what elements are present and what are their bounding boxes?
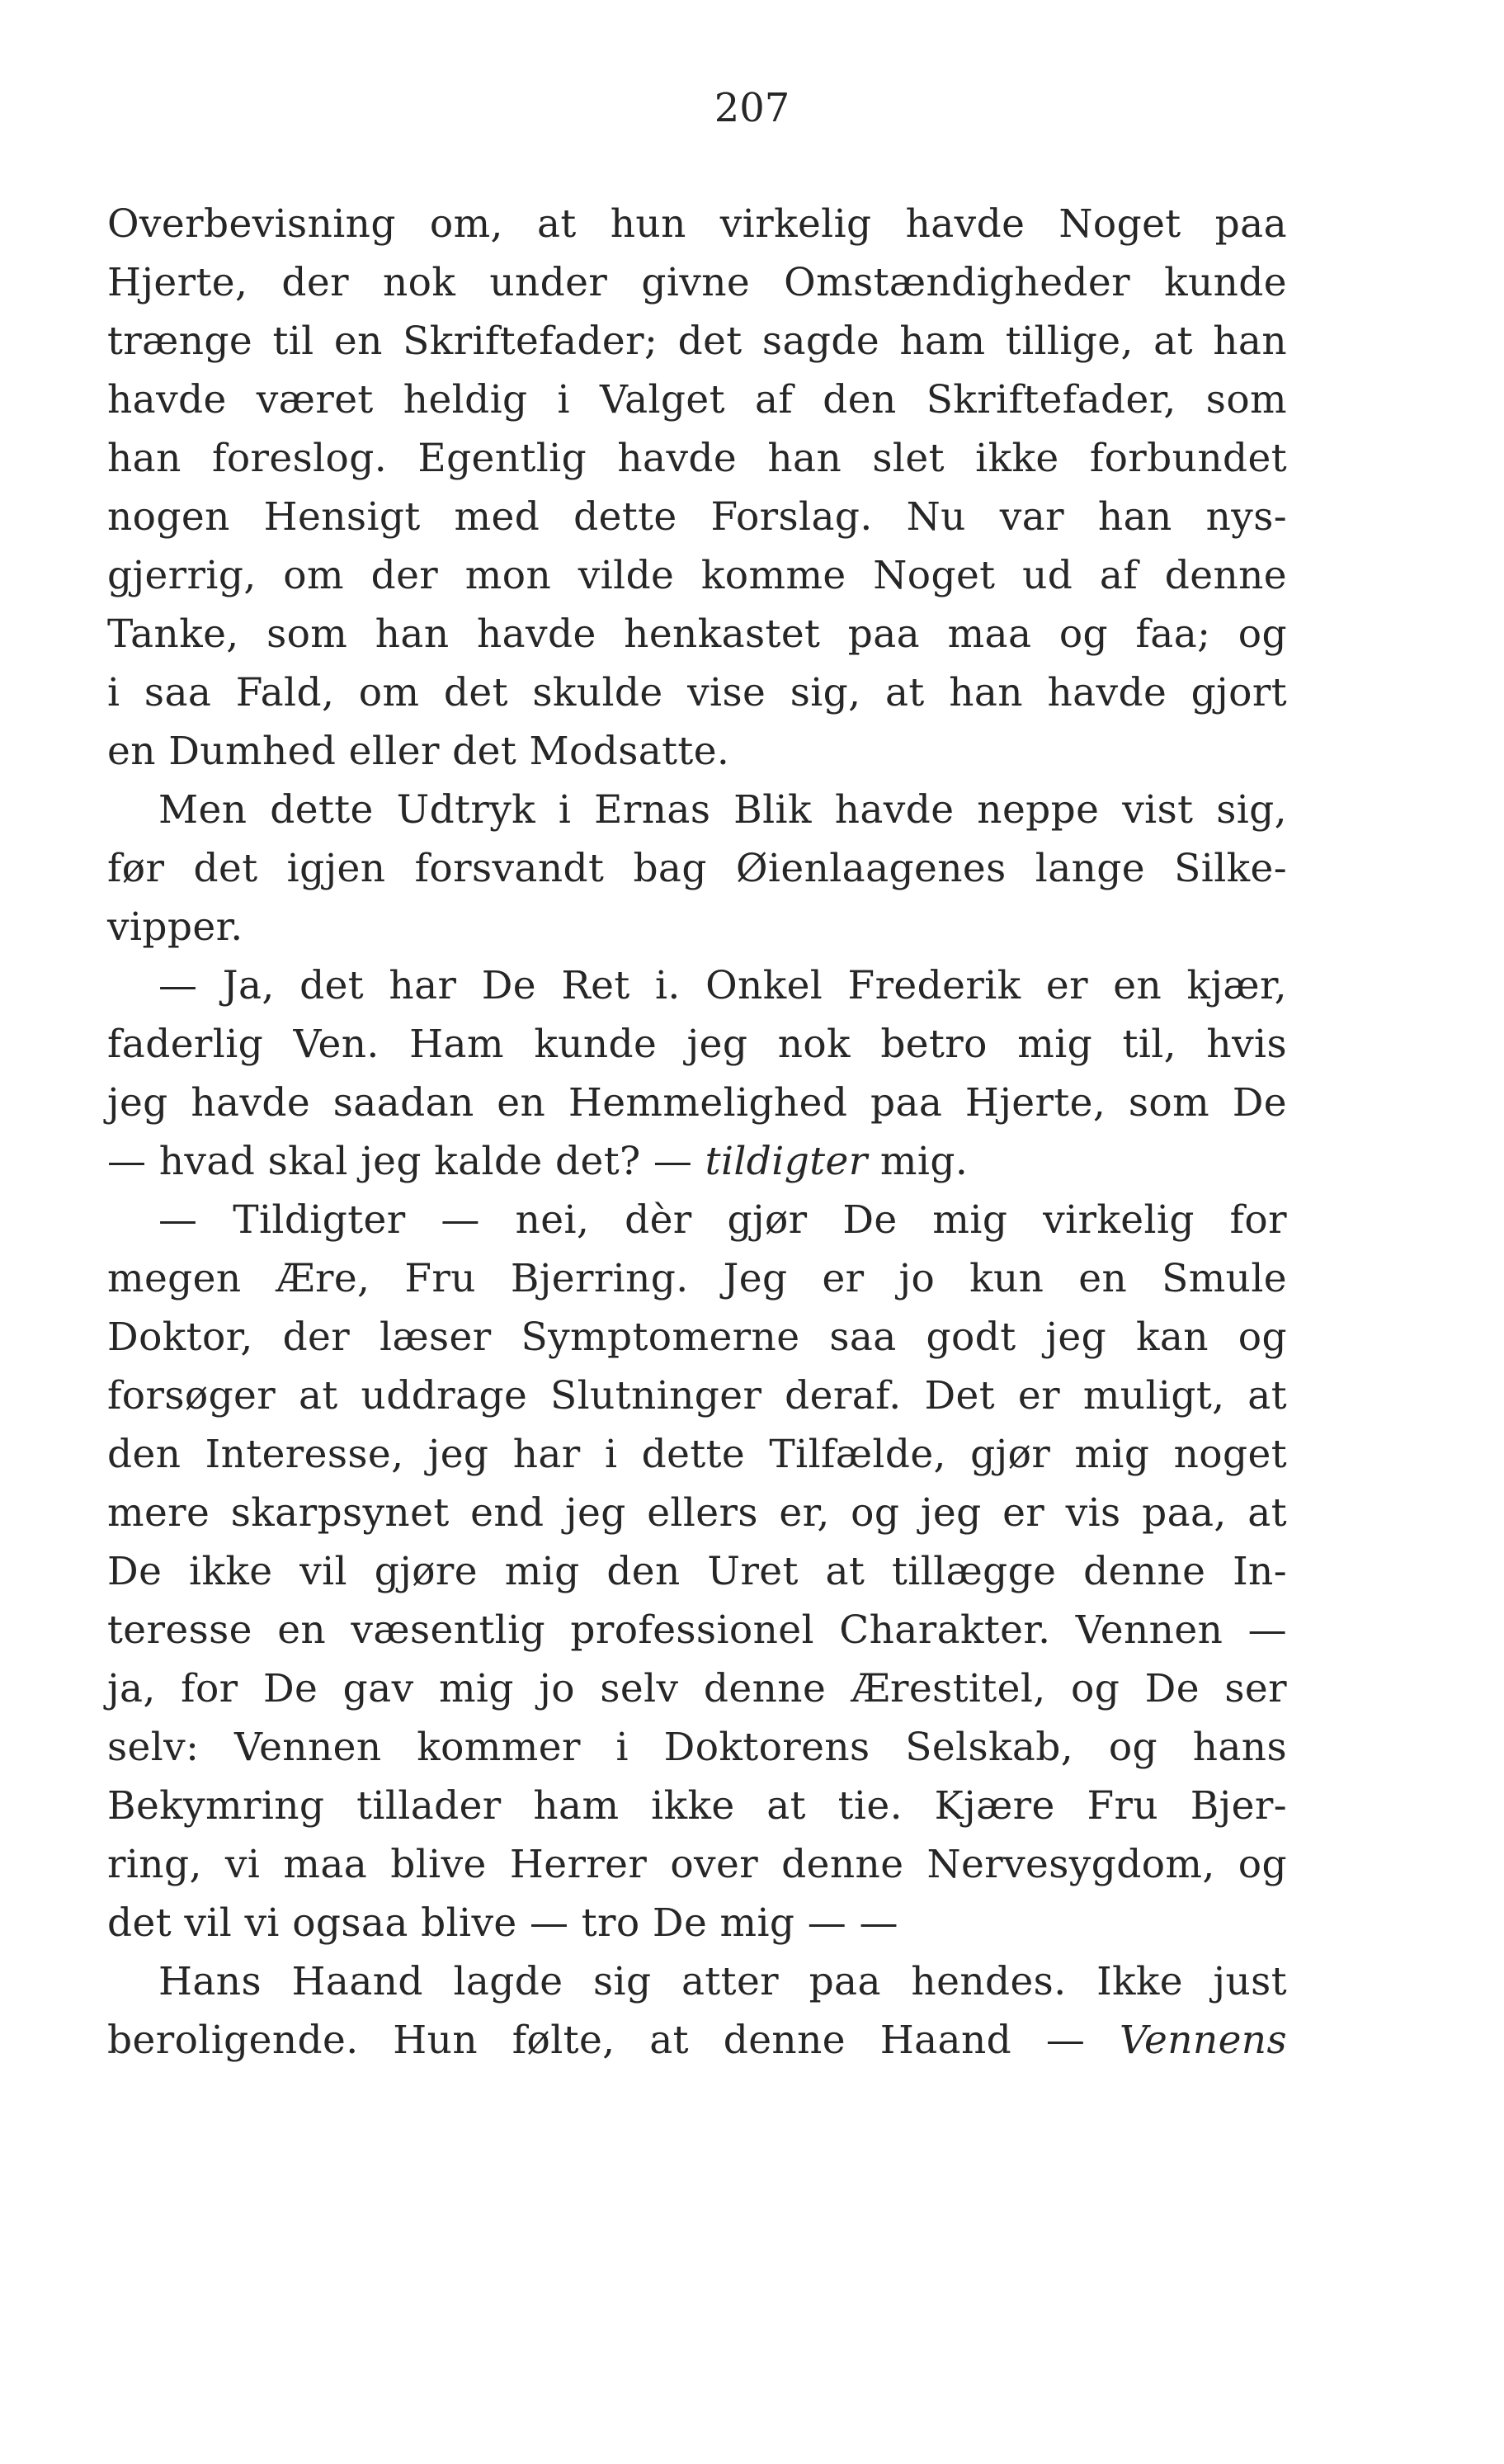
text-line: selv: Vennen kommer i Doktorens Selskab, og hans — [107, 1725, 1287, 1770]
text-line: jeg havde saadan en Hemmelighed paa Hjerte, som De — [107, 1080, 1287, 1126]
text-line: Hjerte, der nok under givne Omstændigheder kunde — [107, 260, 1287, 305]
text-line: forsøger at uddrage Slutninger deraf. Det er muligt, at — [107, 1373, 1287, 1418]
text-line: Hans Haand lagde sig atter paa hendes. Ikke just — [158, 1959, 1287, 2004]
text-line: ring, vi maa blive Herrer over denne Nervesygdom, og — [107, 1842, 1287, 1887]
paragraph — [107, 1191, 1287, 1952]
text-line: beroligende. Hun følte, at denne Haand — Vennens — [107, 2018, 1287, 2063]
paragraph — [107, 1952, 1287, 2070]
text-line: trænge til en Skriftefader; det sagde ham tillige, at han — [107, 319, 1287, 364]
text-line: vipper. — [107, 904, 243, 950]
text-line: faderlig Ven. Ham kunde jeg nok betro mig til, hvis — [107, 1022, 1287, 1067]
paragraph — [107, 956, 1287, 1191]
text-line: i saa Fald, om det skulde vise sig, at han havde gjort — [107, 670, 1287, 715]
text-line: havde været heldig i Valget af den Skriftefader, som — [107, 377, 1287, 422]
body-text — [107, 195, 1287, 2070]
text-line: en Dumhed eller det Modsatte. — [107, 729, 730, 774]
text-line: Overbevisning om, at hun virkelig havde Noget paa — [107, 201, 1287, 247]
paragraph — [107, 195, 1287, 781]
text-line: Tanke, som han havde henkastet paa maa og faa; og — [107, 611, 1287, 657]
text-line: mere skarpsynet end jeg ellers er, og jeg er vis paa, at — [107, 1490, 1287, 1536]
text-line: det vil vi ogsaa blive — tro De mig — — — [107, 1900, 898, 1946]
paragraph — [107, 781, 1287, 956]
text-line: — Ja, det har De Ret i. Onkel Frederik er en kjær, — [158, 963, 1287, 1008]
text-line: De ikke vil gjøre mig den Uret at tillægge denne In- — [107, 1549, 1287, 1594]
text-line: gjerrig, om der mon vilde komme Noget ud af denne — [107, 553, 1287, 598]
text-line: før det igjen forsvandt bag Øienlaagenes lange Silke- — [107, 846, 1287, 891]
italic-text: tildigter — [705, 1139, 868, 1184]
text-line: teresse en væsentlig professionel Charakter. Vennen — — [107, 1607, 1287, 1653]
text-line: — hvad skal jeg kalde det? — tildigter mig. — [107, 1139, 969, 1184]
text-line: Bekymring tillader ham ikke at tie. Kjære Fru Bjer- — [107, 1783, 1287, 1829]
text-line: megen Ære, Fru Bjerring. Jeg er jo kun en Smule — [107, 1256, 1287, 1301]
text-line: — Tildigter — nei, dèr gjør De mig virkelig for — [158, 1197, 1287, 1243]
text-line: nogen Hensigt med dette Forslag. Nu var han nys- — [107, 494, 1287, 540]
text-line: Men dette Udtryk i Ernas Blik havde neppe vist sig, — [158, 787, 1287, 833]
italic-text: Vennens — [1120, 2018, 1287, 2063]
text-line: den Interesse, jeg har i dette Tilfælde, gjør mig noget — [107, 1432, 1287, 1477]
text-line: Doktor, der læser Symptomerne saa godt jeg kan og — [107, 1315, 1287, 1360]
text-line: ja, for De gav mig jo selv denne Ærestitel, og De ser — [107, 1666, 1287, 1711]
page-number: 207 — [714, 85, 790, 131]
text-line: han foreslog. Egentlig havde han slet ikke forbundet — [107, 436, 1287, 481]
